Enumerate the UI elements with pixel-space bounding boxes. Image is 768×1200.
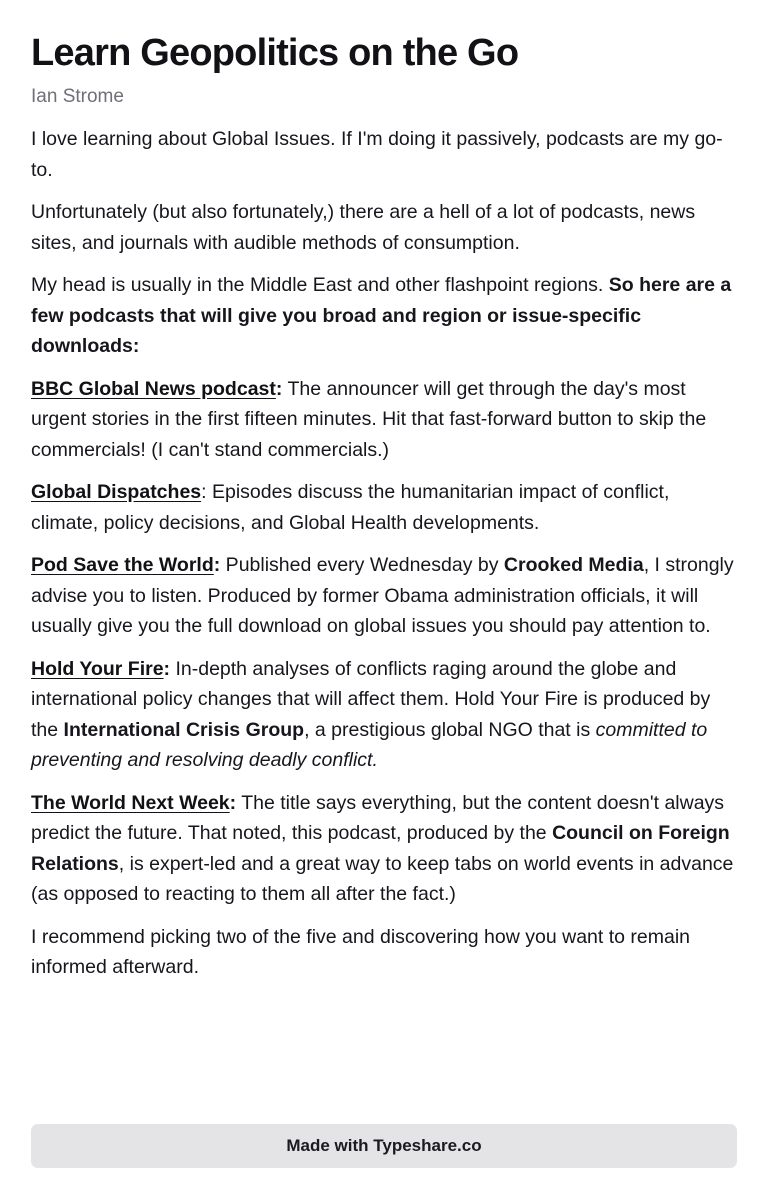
podcast-description: The title says everything, but the content doesn't always predict the future. That noted, this podcast, produced by the <box>31 791 725 844</box>
podcast-description: , a prestigious global NGO that is <box>304 718 596 741</box>
article-title: Learn Geopolitics on the Go <box>31 32 519 74</box>
podcast-link-global-dispatches[interactable]: Global Dispatches <box>31 481 202 503</box>
podcast-entry-global-dispatches <box>31 477 737 538</box>
podcast-entry-world-next-week <box>31 788 737 910</box>
publisher-name: Council on Foreign Relations <box>31 822 730 875</box>
closing-paragraph: I recommend picking two of the five and discovering how you want to remain informed afterward. <box>31 925 691 978</box>
podcast-description: The announcer will get through the day's most urgent stories in the first fifteen minutes. Hit that fast-forward button to skip the commercials! (I can't stand commercials.) <box>31 377 707 461</box>
intro-text: My head is usually in the Middle East and other flashpoint regions. <box>31 274 609 296</box>
podcast-link-bbc[interactable]: BBC Global News podcast <box>31 377 276 400</box>
podcast-link-pod-save-the-world[interactable]: Pod Save the World <box>31 554 214 576</box>
publisher-name: International Crisis Group <box>63 718 305 741</box>
intro-paragraph-1: I love learning about Global Issues. If I'm doing it passively, podcasts are my go-to. <box>31 128 723 181</box>
podcast-entry-hold-your-fire <box>31 654 737 776</box>
podcast-separator: : <box>275 377 283 400</box>
intro-emphasis: So here are a few podcasts that will give you broad and region or issue-specific downloads: <box>31 274 732 357</box>
article-body <box>31 124 737 983</box>
podcast-description: , is expert-led and a great way to keep tabs on world events in advance (as opposed to reacting to them all after the fact.) <box>31 852 734 905</box>
podcast-entry-pod-save-the-world <box>31 550 737 642</box>
podcast-link-hold-your-fire[interactable]: Hold Your Fire <box>31 657 164 680</box>
article <box>31 28 737 995</box>
mission-quote: committed to preventing and resolving deadly conflict. <box>31 718 708 771</box>
podcast-entry-bbc <box>31 374 737 466</box>
podcast-description: , I strongly advise you to listen. Produced by former Obama administration officials, it will usually give you the full download on global issues you should pay attention to. <box>31 554 734 637</box>
podcast-link-world-next-week[interactable]: The World Next Week <box>31 791 230 814</box>
podcast-separator: : <box>213 554 221 576</box>
intro-paragraph-3 <box>31 270 737 362</box>
publisher-name: Crooked Media <box>503 554 644 576</box>
intro-paragraph-2: Unfortunately (but also fortunately,) there are a hell of a lot of podcasts, news sites, and journals with audible methods of consumption. <box>31 201 696 254</box>
author-name: Ian Strome <box>31 86 124 107</box>
podcast-separator: : <box>229 791 237 814</box>
podcast-description: Published every Wednesday by <box>220 554 504 576</box>
podcast-separator: : <box>163 657 171 680</box>
made-with-typeshare-badge[interactable]: Made with Typeshare.co <box>31 1124 737 1168</box>
podcast-description: In-depth analyses of conflicts raging around the globe and international policy changes that will affect them. Hold Your Fire is produced by the <box>31 657 711 741</box>
podcast-description: : Episodes discuss the humanitarian impact of conflict, climate, policy decisions, and Global Health developments. <box>31 481 670 534</box>
